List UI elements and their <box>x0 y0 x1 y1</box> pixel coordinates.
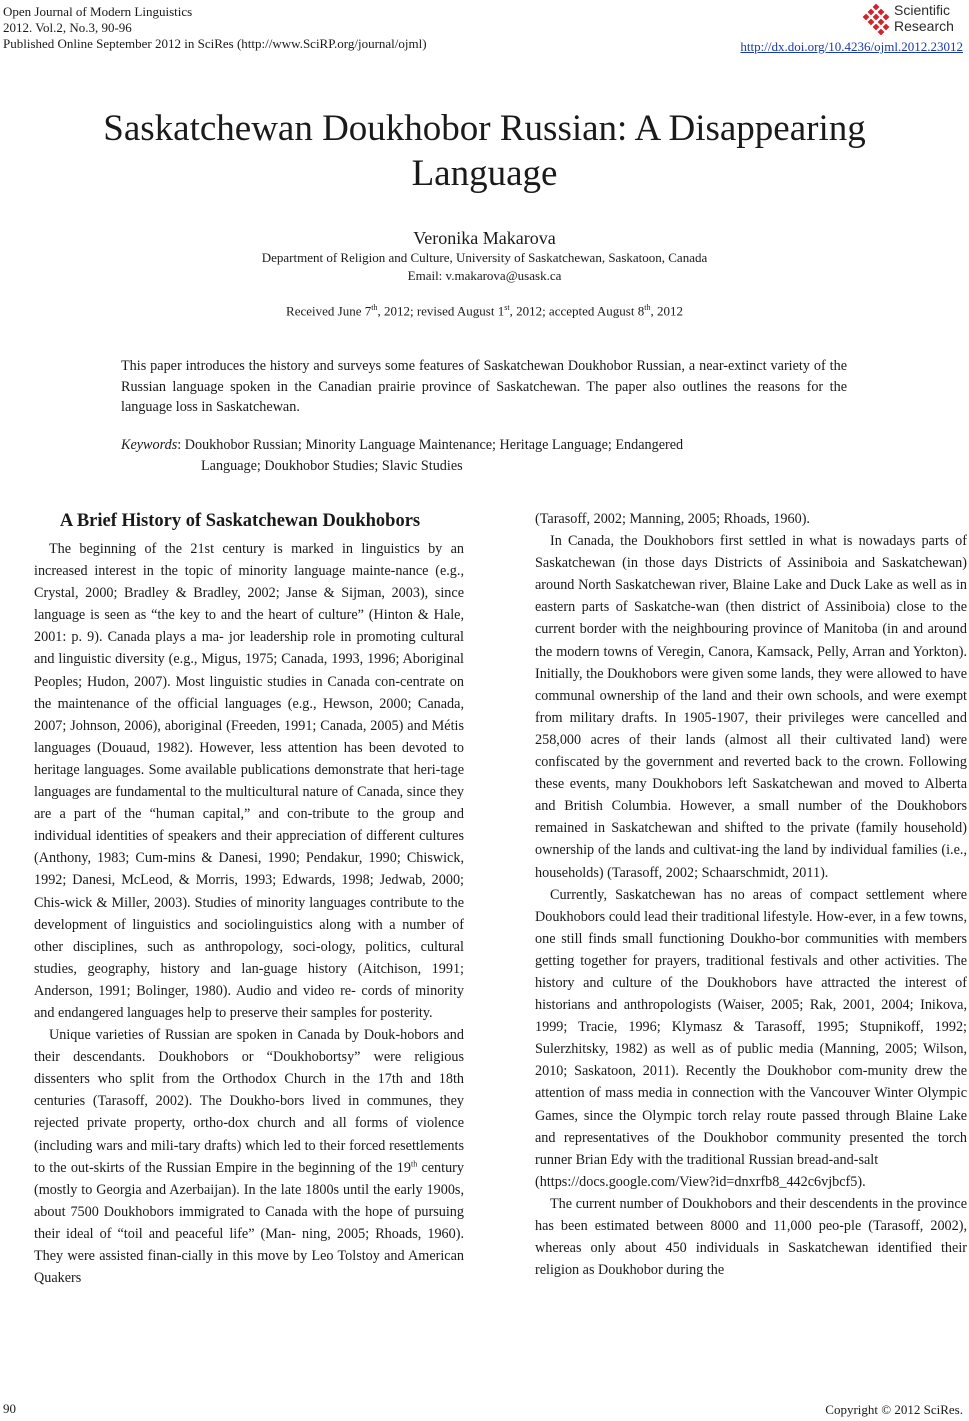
logo-diamond <box>873 14 880 21</box>
received-part-4: , 2012 <box>650 303 683 319</box>
body-paragraph: The beginning of the 21st century is marked in linguistics by an increased interest in the topic of minority language mainte-nance (e.g., Crystal, 2000; Bradley & Bradley, 2002; Janse & Sijman, 2003), since language is seen as “the key to and the heart of culture” (Hinton & Hale, 2001: p. 9). Canada plays a ma- jor leadership role in promoting cultural and linguistic diversity (e.g., Migus, 1975; Canada, 1993, 1996; Aboriginal Peoples; Hudon, 2007). Most linguistic studies in Canada con-centrate on the maintenance of the official languages (e.g., Hewson, 2000; Canada, 2007; Johnson, 2006), aboriginal (Freeden, 1991; Canada, 2005) and Métis languages (Douaud, 1982). However, less attention has been devoted to heritage languages. Some available publications demonstrate that heri-tage languages are fundamental to the multicultural nature of Canada, since they are a part of the “human capital,” and con-tribute to the group and individual identities of speakers and their appreciation of different cultures (Anthony, 1983; Cum-mins & Danesi, 1990; Pendakur, 1990; Chiswick, 1992; Danesi, McLeod, & Morris, 1993; Edwards, 1998; Jedwab, 2000; Chis-wick & Miller, 2003). Studies of minority languages contribute to the development of linguistics and sociolinguistics along with a number of other disciplines, such as anthropology, soci-ology, politics, cultural studies, geography, history and lan-guage history (Aitchison, 1991; Anderson, 1991; Bolinger, 1980). Audio and video re- cords of minority and endangered languages help to preserve their samples for posterity. <box>34 541 464 1021</box>
logo-text-line1: Scientific <box>894 2 951 18</box>
logo-diamond <box>878 9 885 16</box>
logo-diamond <box>878 19 885 26</box>
author-name: Veronika Makarova <box>413 228 556 248</box>
superscript: th <box>410 1158 418 1168</box>
received-sup-2: st <box>504 303 510 312</box>
received-sup-1: th <box>371 303 378 312</box>
received-part-3: , 2012; accepted August 8 <box>509 303 645 319</box>
logo-diamond <box>883 14 890 21</box>
logo-diamond <box>868 19 875 26</box>
received-part-1: Received June 7 <box>286 303 372 319</box>
body-paragraph <box>34 1024 464 1289</box>
left-column <box>34 508 464 1289</box>
author-email: Email: v.makarova@usask.ca <box>407 268 562 283</box>
logo-diamond <box>878 29 885 35</box>
paragraph-text: century (mostly to Georgia and Azerbaijan). In the late 1800s until the early 1900s, about 7500 Doukhobors immigrated to Canada with the hope of pursuing their ideal of “toil and peaceful life” (Man- ning, 2005; Rhoads, 1960). They were assisted finan-cially in this move by Leo Tolstoy and American Quakers <box>34 1159 464 1287</box>
logo-text-line2: Research <box>894 18 954 34</box>
right-column <box>535 508 967 1281</box>
body-paragraph: In Canada, the Doukhobors first settled in what is nowadays parts of Saskatchewan (in those days Districts of Assiniboia and Saskatchewan) around North Saskatchewan river, Blaine Lake and Duck Lake as well as in eastern parts of Saskatche-wan (then district of Assiniboia) close to the current border with the neighbouring province of Manitoba (in and around the modern towns of Veregin, Canora, Kamsack, Pelly, Arran and Yorkton). Initially, the Doukhobors were given some lands, they were allowed to have communal ownership of the land and their own schools, and were exempt from military drafts. In 1905-1907, their privileges were cancelled and 258,000 acres of their lands (almost all their cultivated land) were confiscated by the government and reverted back to the crown. Following these events, many Doukhobors left Saskatchewan and moved to Alberta and British Columbia. However, a small number of the Doukhobors remained in Saskatchewan and shifted to the private (family household) ownership of the lands and cultivat-ing the land by individual families (i.e., households) (Tarasoff, 2002; Schaarschmidt, 2011). <box>535 533 967 881</box>
section-heading: A Brief History of Saskatchewan Doukhobors <box>59 511 421 531</box>
keywords-line-1: : Doukhobor Russian; Minority Language Maintenance; Heritage Language; Endangered <box>177 437 684 453</box>
abstract: This paper introduces the history and surveys some features of Saskatchewan Doukhobor Russian, a near-extinct variety of the Russian language spoken in the Canadian prairie province of Saskatchewan. The paper also outlines the reasons for the language loss in Saskatchewan. <box>121 358 847 415</box>
journal-volume: 2012. Vol.2, No.3, 90-96 <box>3 20 132 35</box>
body-paragraph: The current number of Doukhobors and their descendents in the province has been estimated between 8000 and 11,000 peo-ple (Tarasoff, 2002), whereas only about 450 individuals in Saskatchewan identified their religion as Doukhobor during the <box>535 1195 967 1279</box>
body-paragraph: Currently, Saskatchewan has no areas of compact settlement where Doukhobors could lead their traditional lifestyle. How-ever, in a few towns, one still finds small functioning Doukho-bor communities with members getting together for prayers, traditional festivals and other activities. The history and culture of the Doukhobors have attracted the interest of historians and anthropologists (Waiser, 2005; Rak, 2001, 2004; Inikova, 1999; Tracie, 1996; Klymasz & Tarasoff, 1995; Stupnikoff, 1992; Sulerzhitsky, 1982) as well as of public media (Manning, 2005; Wilson, 2010; Saskatoon, 2011). Recently the Doukhobor com-munity drew the attention of mass media in connection with the Vancouver Winter Olympic Games, since the Olympic torch relay route passed through Blaine Lake and representatives of the Doukhobor community presented the torch runner Brian Edy with the traditional Russian bread-and-salt <box>535 886 967 1168</box>
author-affiliation: Department of Religion and Culture, University of Saskatchewan, Saskatoon, Canada <box>261 250 708 265</box>
logo-diamond <box>863 14 870 21</box>
logo-diamond <box>883 24 890 31</box>
keywords-line-2: Language; Doukhobor Studies; Slavic Studies <box>201 458 463 474</box>
received-sup-3: th <box>644 303 651 312</box>
keywords-block <box>121 435 847 477</box>
keywords-label: Keywords <box>121 437 178 453</box>
logo-diamond <box>873 24 880 31</box>
journal-name: Open Journal of Modern Linguistics <box>3 4 193 19</box>
body-paragraph: (Tarasoff, 2002; Manning, 2005; Rhoads, 1960). <box>535 511 810 527</box>
copyright-notice: Copyright © 2012 SciRes. <box>825 1402 963 1417</box>
journal-header <box>3 4 427 52</box>
publication-info: Published Online September 2012 in SciRes (http://www.SciRP.org/journal/ojml) <box>3 36 427 51</box>
received-dates <box>0 303 969 319</box>
paper-title: Saskatchewan Doukhobor Russian: A Disappearing Language <box>103 108 866 194</box>
doi-link[interactable]: http://dx.doi.org/10.4236/ojml.2012.23012 <box>740 39 963 54</box>
url-reference: (https://docs.google.com/View?id=dnxrfb8_442c6vjbcf5). <box>535 1173 866 1190</box>
scirp-logo-icon <box>861 3 891 35</box>
page-number: 90 <box>3 1401 16 1416</box>
scientific-research-logo <box>861 1 964 37</box>
received-part-2: , 2012; revised August 1 <box>377 303 505 319</box>
logo-diamond <box>873 4 880 11</box>
logo-diamond <box>868 9 875 16</box>
paragraph-text: Unique varieties of Russian are spoken in Canada by Douk-hobors and their descendants. Doukhobors or “Doukhobortsy” were religious dissenters who split from the Orthodox Church in the 17th and 18th centuries (Tarasoff, 2002). The Doukho-bors lived in communes, they rejected private property, ortho-dox church and all forms of violence (including wars and mili-tary drafts) which led to their forced resettlements to the out-skirts of the Russian Empire in the beginning of the 19 <box>34 1027 464 1176</box>
